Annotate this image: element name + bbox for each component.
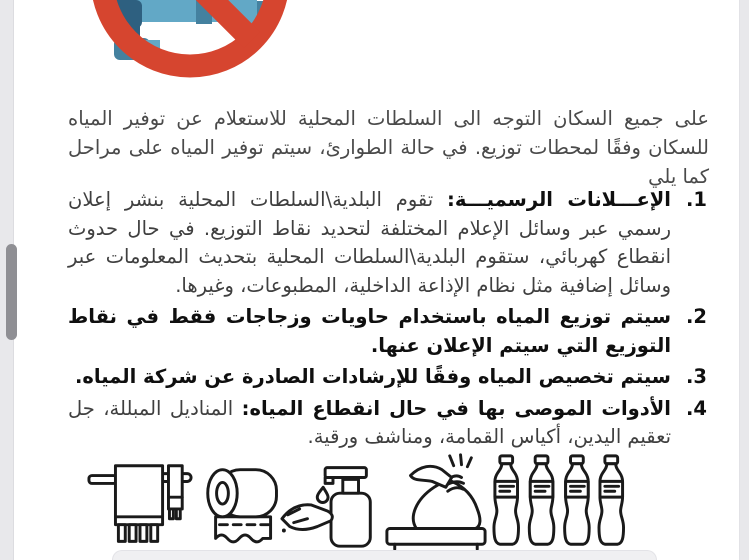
list-item-text: المناديل المبللة، جل تعقيم اليدين، أكياس القمامة، ومناشف ورقية. <box>68 396 671 448</box>
list-item-heading: الأدوات الموصى بها في حال انقطاع المياه: <box>241 396 671 420</box>
intro-paragraph: على جميع السكان التوجه الى السلطات المحلية للاستعلام عن توفير المياه للسكان وفقًا لمحطات توزيع. في حالة الطوارئ، سيتم توفير المياه على مراحل كما يلي <box>68 106 709 188</box>
towel-icon <box>86 461 194 553</box>
next-section-panel <box>112 550 657 560</box>
toilet-paper-icon <box>194 461 278 553</box>
list-number: 4. <box>686 396 707 420</box>
scrollbar-thumb[interactable] <box>6 244 17 340</box>
list-item-heading: سيتم تخصيص المياه وفقًا للإرشادات الصادرة عن شركة المياه. <box>74 365 671 388</box>
list-item-heading: سيتم توزيع المياه باستخدام حاويات وزجاجات فقط في نقاط التوزيع التي سيتم الإعلان عنها. <box>68 305 671 357</box>
list-number: 3. <box>686 365 707 388</box>
trash-bag-icon <box>381 453 491 553</box>
no-water-pipes-icon <box>84 0 296 80</box>
water-bottles-icon <box>491 453 626 553</box>
list-item-recommended-tools <box>68 395 709 452</box>
list-number: 1. <box>686 188 707 211</box>
list-item-water-allocation <box>68 363 709 392</box>
list-item-distribution-containers <box>68 303 709 360</box>
hand-sanitizer-icon <box>278 453 380 553</box>
list-item-heading: الإعـــلانات الرسميـــة: <box>447 188 671 211</box>
list-item-text: تقوم البلدية\السلطات المحلية بنشر إعلان رسمي عبر وسائل الإعلام المختلفة لتحديد نقاط التوزيع. في حال حدوث انقطاع كهربائي، ستقوم البلدية\السلطات المحلية بتحديث المعلومات عبر وسائل إضافية مثل نظام الإذاعة الداخلية، المطبوعات، وغيرها. <box>68 188 671 297</box>
supplies-icon-row <box>86 461 626 553</box>
instructions-list <box>68 186 709 455</box>
list-number: 2. <box>686 305 707 328</box>
list-item-official-announcements <box>68 186 709 300</box>
